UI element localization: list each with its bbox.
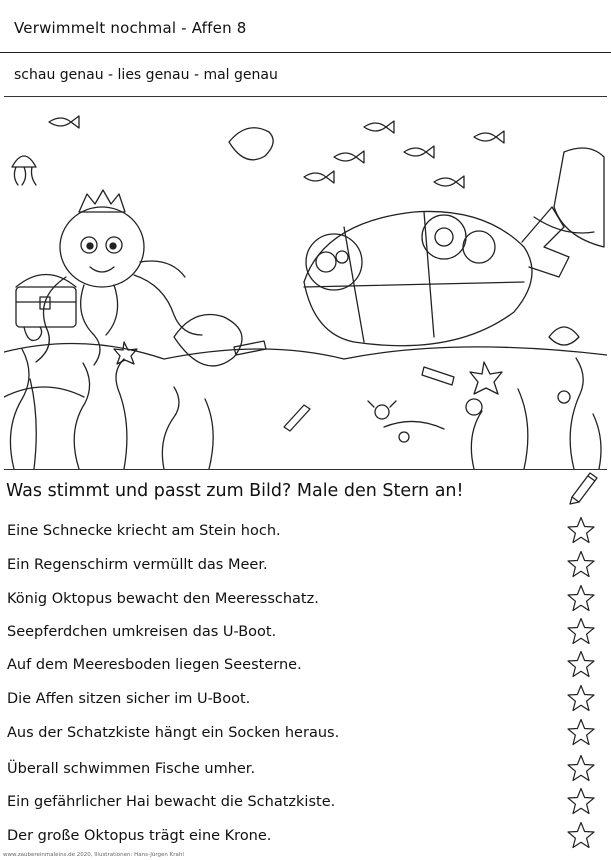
statement-text: Aus der Schatzkiste hängt ein Socken heraus.	[7, 725, 340, 741]
submarine	[304, 207, 569, 346]
star-icon[interactable]	[566, 617, 596, 646]
statement-text: Ein Regenschirm vermüllt das Meer.	[7, 557, 268, 573]
star-icon[interactable]	[566, 821, 596, 850]
star-icon[interactable]	[566, 684, 596, 713]
statement-row	[0, 648, 611, 682]
star-icon[interactable]	[566, 516, 596, 545]
statement-text: Eine Schnecke kriecht am Stein hoch.	[7, 523, 281, 539]
statement-text: Überall schwimmen Fische umher.	[7, 761, 256, 777]
star-icon[interactable]	[566, 550, 596, 579]
statement-text: Auf dem Meeresboden liegen Seesterne.	[7, 657, 302, 673]
statement-row	[0, 716, 611, 750]
treasure-chest	[16, 275, 76, 341]
statement-row	[0, 615, 611, 649]
worksheet-title: Verwimmelt nochmal - Affen 8	[14, 19, 247, 37]
statement-text: Der große Oktopus trägt eine Krone.	[7, 828, 272, 844]
statement-text: Die Affen sitzen sicher im U-Boot.	[7, 691, 251, 707]
star-icon[interactable]	[566, 650, 596, 679]
worksheet-subtitle: schau genau - lies genau - mal genau	[14, 67, 278, 83]
footer-credit: www.zaubereinmaleins.de 2020, Illustrationen: Hans-Jürgen Krahl	[3, 852, 184, 858]
star-icon[interactable]	[566, 718, 596, 747]
star-icon[interactable]	[566, 787, 596, 816]
star-icon[interactable]	[566, 584, 596, 613]
task-question: Was stimmt und passt zum Bild? Male den Stern an!	[6, 481, 464, 501]
title-divider	[0, 52, 611, 53]
fish-swarm	[49, 116, 504, 188]
statement-row	[0, 514, 611, 548]
seaweed	[10, 349, 601, 469]
statement-row	[0, 582, 611, 616]
statement-row	[0, 752, 611, 786]
statement-row	[0, 819, 611, 853]
statement-text: Ein gefährlicher Hai bewacht die Schatzkiste.	[7, 794, 336, 810]
statement-text: Seepferdchen umkreisen das U-Boot.	[7, 624, 277, 640]
statement-row	[0, 682, 611, 716]
statement-row	[0, 785, 611, 819]
star-icon[interactable]	[566, 754, 596, 783]
small-creatures	[114, 327, 579, 442]
statement-text: König Oktopus bewacht den Meeresschatz.	[7, 591, 319, 607]
jellyfish	[12, 156, 36, 185]
statement-row	[0, 548, 611, 582]
pencil-icon	[566, 469, 600, 509]
underwater-illustration	[4, 96, 607, 470]
